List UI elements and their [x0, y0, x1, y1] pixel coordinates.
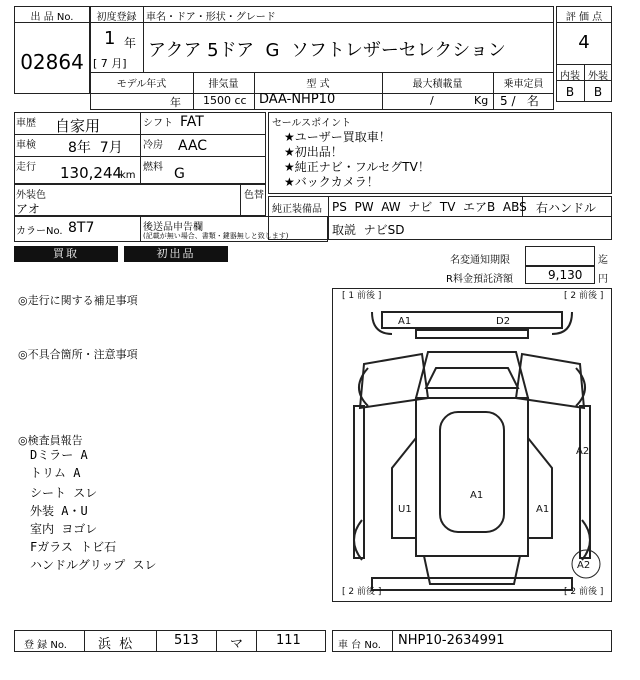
color-box [14, 184, 266, 216]
name-change-unit: 迄 [598, 255, 608, 266]
inspector-line: Fガラス トビ石 [30, 540, 117, 554]
max-load: / [430, 94, 434, 107]
diagram-corner-label: [ 1 前後 ] [342, 291, 382, 301]
reg-number: 111 [276, 633, 301, 648]
recycle-label: R料金預託済額 [446, 274, 513, 285]
inspector-line: トリム A [30, 466, 81, 480]
damage-mark: A1 [536, 504, 550, 515]
model-year-label: モデル年式 [116, 79, 167, 90]
post-doc-note: (記載が無い場合、書類・鍵器無しと致します) [143, 232, 289, 240]
inspector-line: 外装 A・U [30, 504, 88, 518]
capacity: 5 / 名 [500, 94, 539, 108]
shift: FAT [180, 114, 204, 130]
shift-label: シフト [143, 118, 173, 129]
diagram-corner-label: [ 2 前後 ] [342, 587, 382, 597]
reg-class: 513 [174, 633, 199, 648]
mileage-label: 走行 [16, 162, 36, 173]
mileage-unit: km [120, 170, 136, 181]
max-load-unit: Kg [474, 94, 489, 107]
ac: AAC [178, 138, 208, 154]
handle: 右ハンドル [536, 201, 597, 215]
lot-number: 02864 [20, 50, 84, 74]
inspector-line: Dミラー A [30, 448, 88, 462]
damage-mark: A1 [470, 490, 484, 501]
exterior-label: 外装 [588, 71, 608, 82]
divider [328, 216, 329, 240]
shaken: 8年 7月 [68, 140, 123, 156]
chassis-label: 車 台 No. [338, 640, 381, 651]
score-label: 評 価 点 [565, 12, 603, 23]
capacity-label: 乗車定員 [503, 79, 544, 90]
model-label: 型 式 [306, 79, 330, 90]
reg-label: 登 録 No. [24, 640, 67, 651]
sales-label: セールスポイント [272, 118, 352, 129]
shaken-label: 車検 [16, 140, 36, 151]
buy-badge: 買取 [14, 246, 118, 262]
reg-area: 浜 松 [98, 637, 133, 652]
post-doc-label: 後送品申告欄 [143, 222, 203, 233]
divider [90, 72, 554, 73]
first-reg-year: 1 [104, 28, 116, 49]
name-change-label: 名変通知期限 [450, 255, 510, 266]
name-change-box [525, 246, 595, 266]
ac-label: 冷房 [143, 140, 163, 151]
divider [156, 630, 157, 652]
sales-point: ★ユーザー買取車！ [284, 130, 391, 144]
reg-kana: マ [230, 637, 244, 652]
damage-mark: D2 [496, 316, 511, 327]
fuel-label: 燃料 [143, 162, 163, 173]
exterior-color-label: 外装色 [16, 190, 46, 201]
divider [328, 196, 329, 216]
displacement: 1500 cc [203, 94, 247, 107]
defects-label: ◎不具合箇所・注意事項 [18, 348, 138, 361]
equipment-label: 純正装備品 [272, 204, 322, 215]
sales-point: ★純正ナビ・フルセグTV！ [284, 160, 430, 174]
lot-label: 出 品 No. [30, 12, 74, 23]
model-year-unit: 年 [170, 96, 181, 109]
recycle-value: 9,130 [548, 268, 583, 282]
divider [216, 630, 217, 652]
car-name-label: 車名・ドア・形状・グレード [146, 12, 276, 23]
mileage: 130,244 [60, 164, 123, 182]
color-no: 8T7 [68, 220, 95, 236]
driving-remarks-label: ◎走行に関する補足事項 [18, 294, 138, 307]
car-diagram [332, 288, 612, 602]
inspector-line: ハンドルグリップ スレ [30, 558, 157, 572]
diagram-corner-label: [ 2 前後 ] [564, 587, 604, 597]
divider [140, 216, 141, 242]
exterior-grade: B [593, 85, 603, 99]
divider [392, 630, 393, 652]
color-no-label: カラーNo. [16, 226, 63, 237]
repaint-label: 色替 [244, 190, 264, 201]
displacement-label: 排気量 [208, 79, 239, 90]
inspector-line: シート スレ [30, 486, 98, 500]
damage-mark: U1 [398, 504, 412, 515]
fuel: G [174, 166, 185, 182]
score: 4 [578, 32, 590, 53]
divider [84, 630, 85, 652]
inspector-label: ◎検査員報告 [18, 434, 83, 447]
first-listing-badge: 初出品 [124, 246, 228, 262]
equipment-items: PS PW AW ナビ TV エアB ABS [332, 200, 527, 214]
inspector-line: 室内 ヨゴレ [30, 522, 98, 536]
damage-mark: A1 [398, 316, 412, 327]
divider [240, 184, 241, 216]
first-reg-year-unit: 年 [124, 36, 137, 50]
sales-point: ★バックカメラ！ [284, 175, 379, 189]
first-reg-month: [ 7 月] [93, 57, 127, 70]
damage-mark: A2 [577, 560, 591, 571]
car-name: アクア 5ドア G ソフトレザーセレクション [148, 40, 506, 61]
diagram-corner-label: [ 2 前後 ] [564, 291, 604, 301]
history-label: 車歴 [16, 118, 36, 129]
exterior-color: アオ [16, 202, 40, 216]
chassis-number: NHP10-2634991 [398, 633, 505, 648]
first-reg-label: 初度登録 [96, 12, 137, 23]
removed-items: 取説 ナビSD [332, 223, 405, 237]
interior-grade: B [565, 85, 575, 99]
damage-mark: A2 [576, 446, 590, 457]
model: DAA-NHP10 [259, 92, 336, 107]
divider [140, 112, 141, 184]
history: 自家用 [55, 117, 101, 135]
divider [143, 6, 144, 72]
interior-label: 内装 [560, 71, 580, 82]
max-load-label: 最大積載量 [412, 79, 463, 90]
divider [256, 630, 257, 652]
sales-point: ★初出品！ [284, 145, 343, 159]
recycle-unit: 円 [598, 274, 608, 285]
